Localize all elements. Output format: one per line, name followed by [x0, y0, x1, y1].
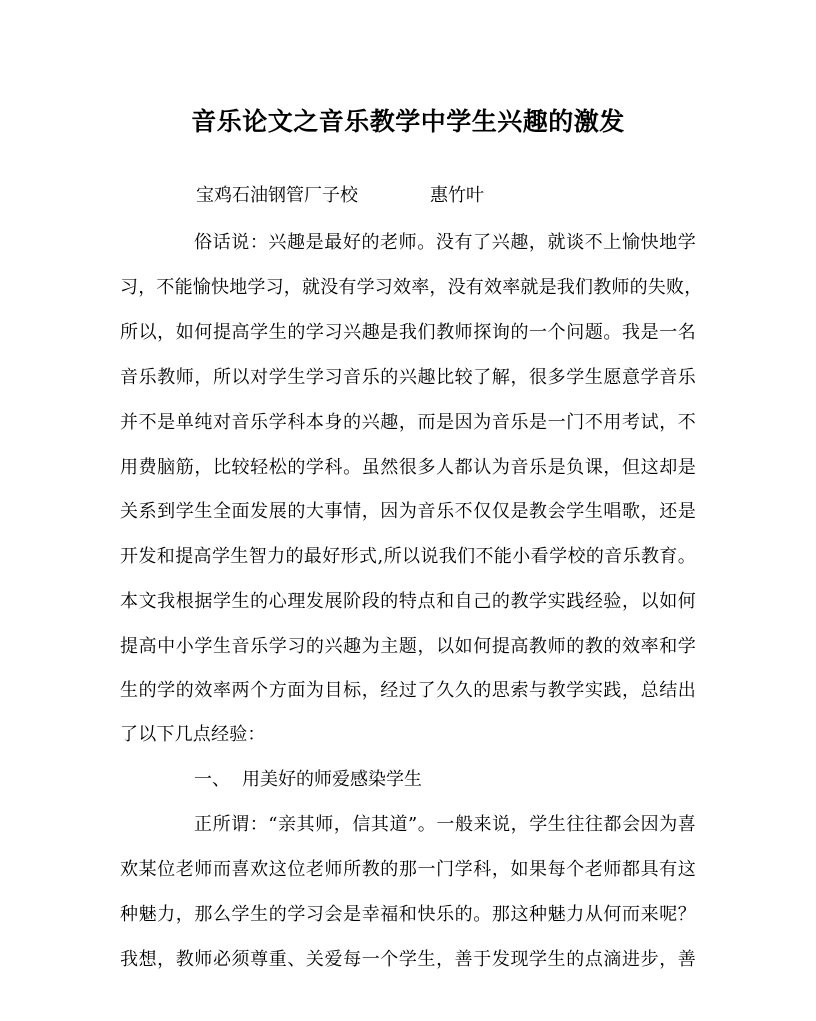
paragraph-line: 种魅力，那么学生的学习会是幸福和快乐的。那这种魅力从何而来呢？: [120, 904, 696, 925]
paragraph-line: 我想，教师必须尊重、关爱每一个学生，善于发现学生的点滴进步，善: [120, 949, 696, 970]
paragraph-line: 正所谓：“亲其师，信其道”。一般来说，学生往往都会因为喜: [194, 814, 696, 835]
paragraph-line: 所以，如何提高学生的学习兴趣是我们教师探询的一个问题。我是一名: [120, 322, 696, 343]
paragraph-line: 了以下几点经验：: [120, 724, 266, 745]
section-heading-text: 用美好的师爱感染学生: [242, 769, 422, 790]
paragraph-line: 提高中小学生音乐学习的兴趣为主题，以如何提高教师的教的效率和学: [120, 636, 696, 657]
paragraph-line: 并不是单纯对音乐学科本身的兴趣，而是因为音乐是一门不用考试，不: [120, 412, 696, 433]
paragraph-line: 习，不能愉快地学习，就没有学习效率，没有效率就是我们教师的失败，: [120, 277, 703, 298]
paragraph-line: 关系到学生全面发展的大事情，因为音乐不仅仅是教会学生唱歌，还是: [120, 501, 696, 522]
paragraph-line: 开发和提高学生智力的最好形式,所以说我们不能小看学校的音乐教育。: [120, 546, 696, 567]
byline: [196, 183, 484, 209]
section-number: 一、: [194, 769, 230, 790]
byline-author: 惠竹叶: [430, 185, 484, 206]
byline-school: 宝鸡石油钢管厂子校: [196, 185, 358, 206]
paragraph-line: 本文我根据学生的心理发展阶段的特点和自己的教学实践经验，以如何: [120, 591, 696, 612]
paragraph-line: 用费脑筋，比较轻松的学科。虽然很多人都认为音乐是负课，但这却是: [120, 457, 696, 478]
paragraph-line: 欢某位老师而喜欢这位老师所教的那一门学科，如果每个老师都具有这: [120, 859, 696, 880]
document-title: 音乐论文之音乐教学中学生兴趣的激发: [191, 107, 625, 136]
paragraph-line: 生的学的效率两个方面为目标，经过了久久的思索与教学实践，总结出: [120, 680, 696, 701]
paragraph-line: 音乐教师，所以对学生学习音乐的兴趣比较了解，很多学生愿意学音乐: [120, 367, 696, 388]
section-heading: [194, 767, 422, 793]
paragraph-line: 俗话说：兴趣是最好的老师。没有了兴趣，就谈不上愉快地学: [194, 232, 696, 253]
